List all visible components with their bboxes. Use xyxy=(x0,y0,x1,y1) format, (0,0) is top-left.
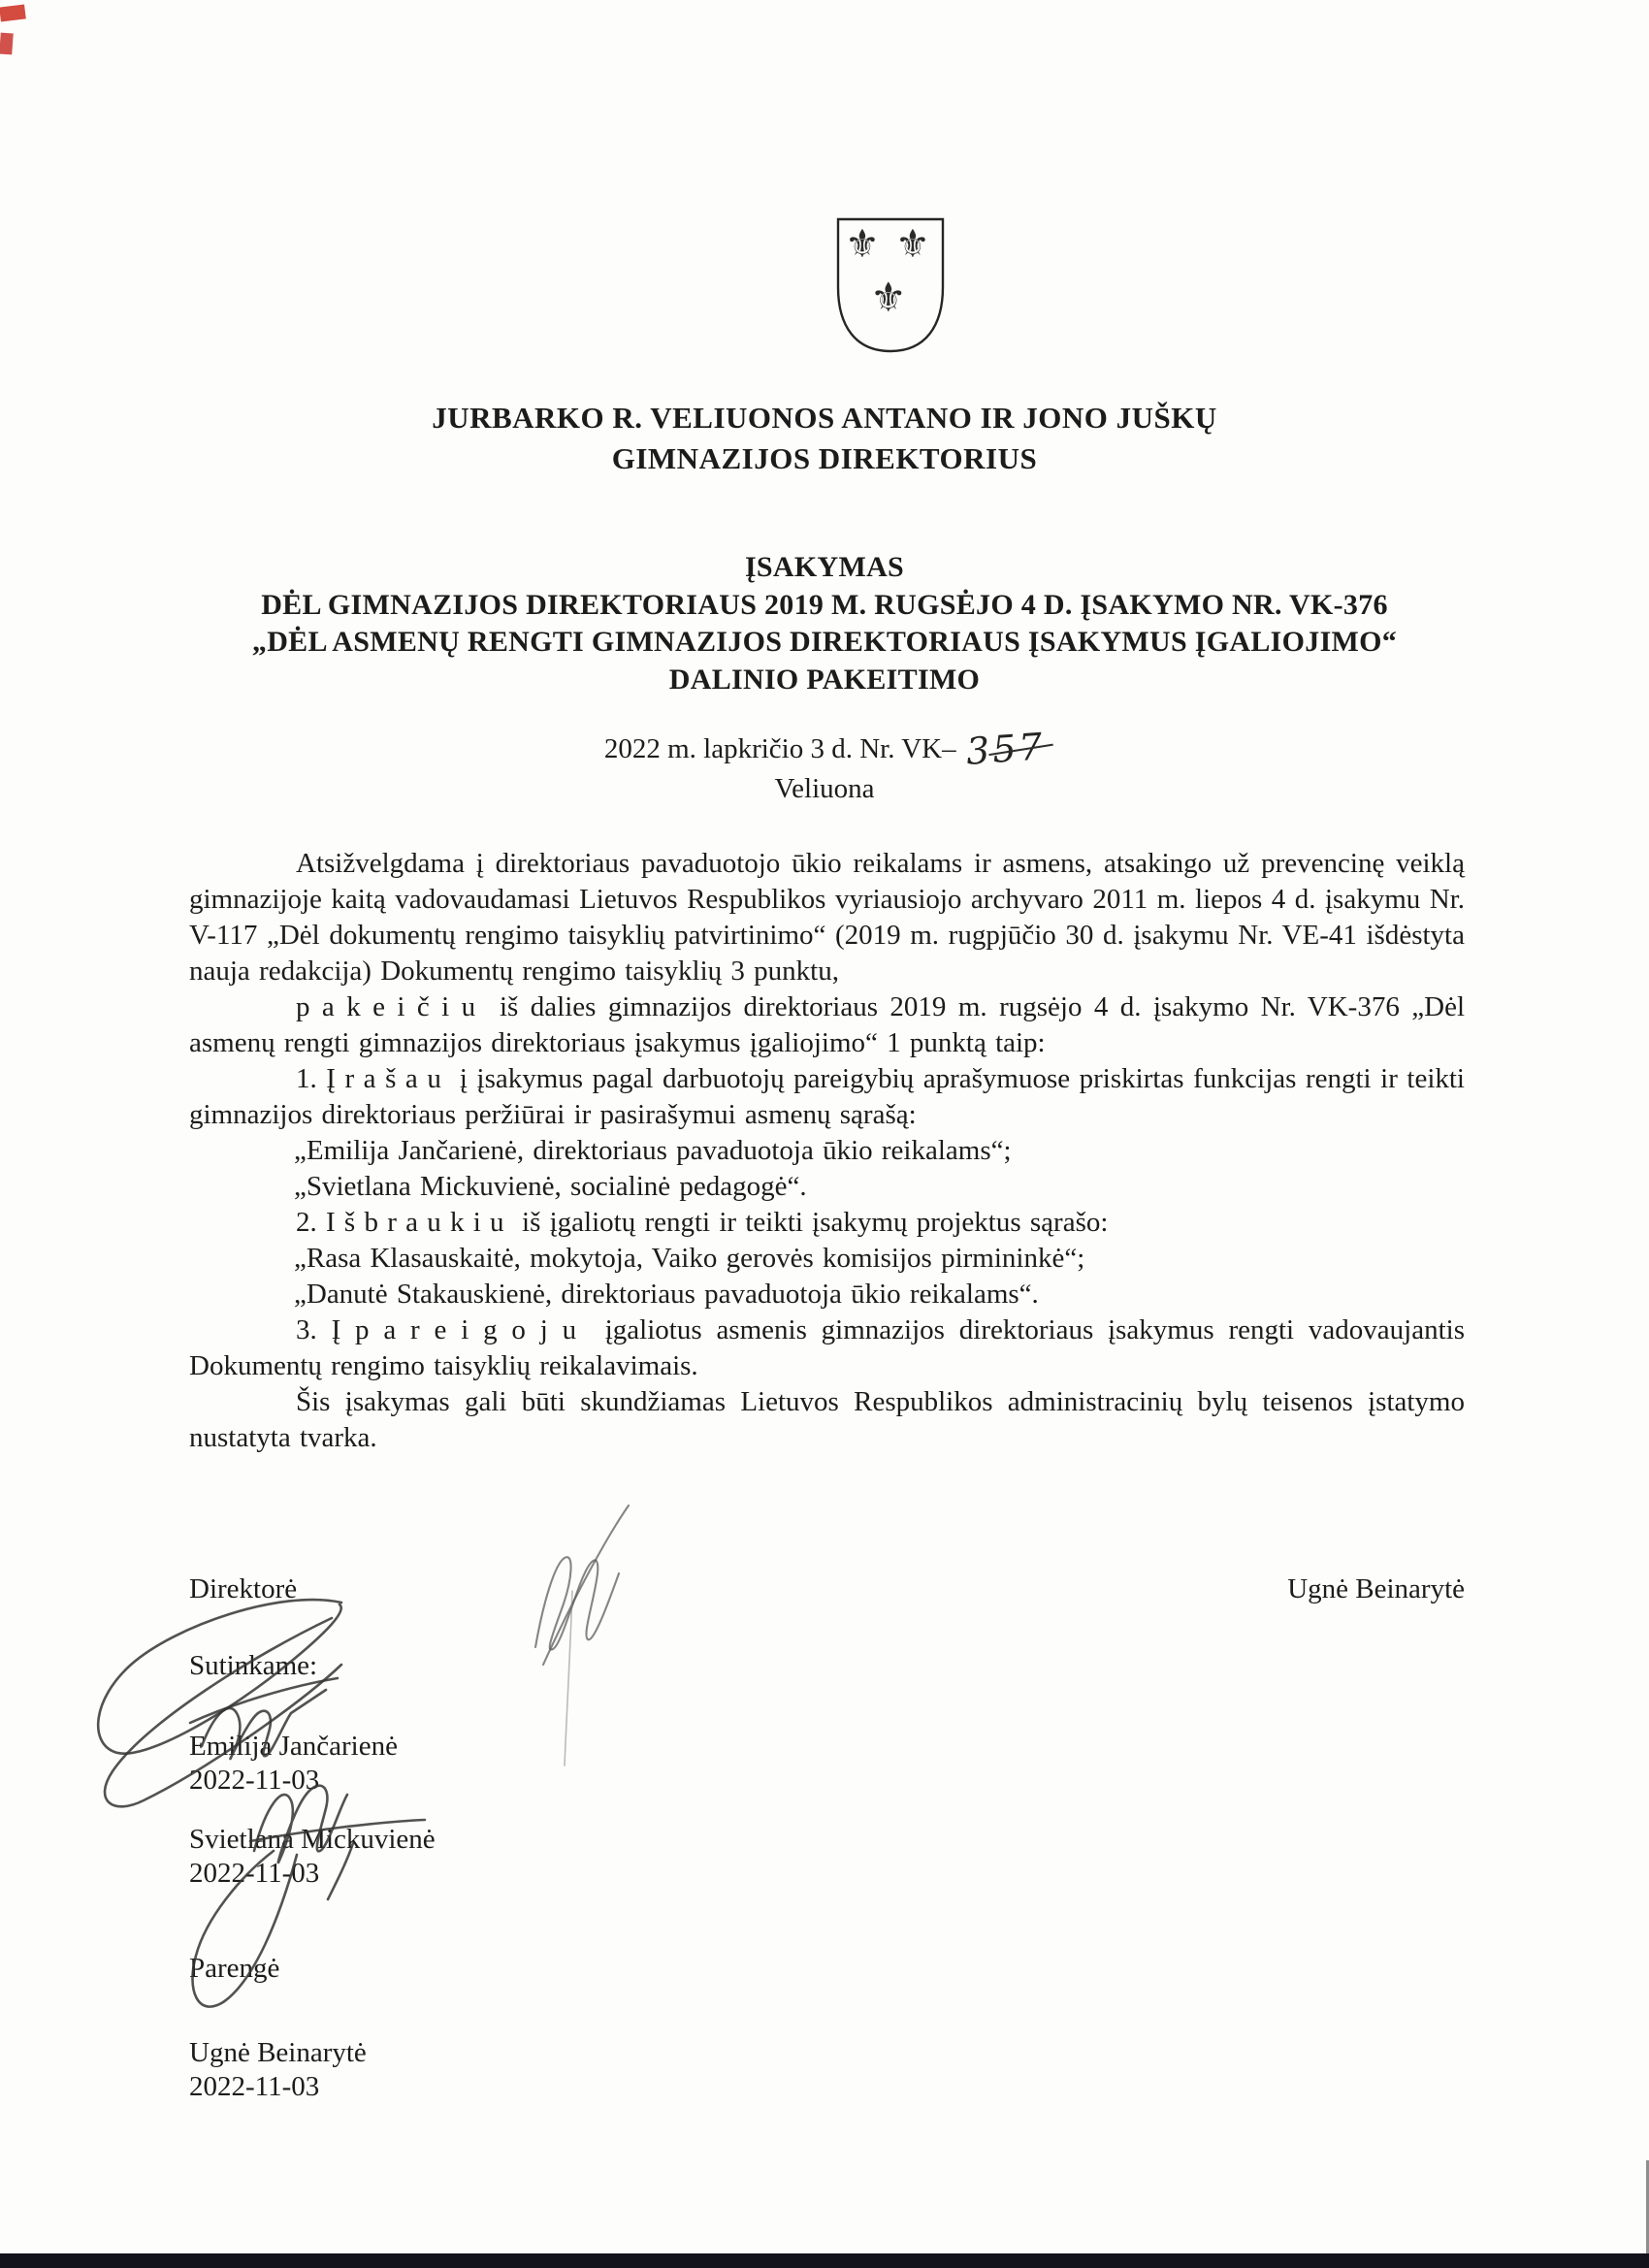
prepared-date: 2022-11-03 xyxy=(189,2071,320,2102)
list-item: „Danutė Stakauskienė, direktoriaus pavaduotoja ūkio reikalams“. xyxy=(294,1279,1039,1310)
fleur-de-lis-icon: ⚜ xyxy=(870,274,907,321)
body-paragraph: Šis įsakymas gali būti skundžiamas Lietuvos Respublikos administracinių bylų teisenos įstatymo nustatyta tvarka. xyxy=(189,1386,1474,1453)
fleur-de-lis-icon: ⚜ xyxy=(845,222,880,267)
director-signature-row xyxy=(189,1573,1465,1605)
list-item: „Rasa Klasauskaitė, mokytoja, Vaiko gerovės komisijos pirmininkė“; xyxy=(294,1243,1085,1274)
organization-name-line1: JURBARKO R. VELIUONOS ANTANO IR JONO JUŠKŲ xyxy=(432,401,1217,435)
agree-date-1: 2022-11-03 xyxy=(189,1765,320,1796)
organization-header xyxy=(0,398,1649,479)
director-handwritten-signature xyxy=(535,1506,629,1766)
director-label: Direktorė xyxy=(189,1573,298,1604)
handwritten-order-number: 357 xyxy=(964,725,1047,773)
body-paragraph: 2. I š b r a u k i u iš įgaliotų rengti ir teikti įsakymų projektus sąrašo: xyxy=(296,1207,1109,1238)
prepared-name: Ugnė Beinarytė xyxy=(189,2037,367,2068)
scan-artifact-red-mark xyxy=(0,4,26,21)
agreement-block xyxy=(189,1649,436,1891)
scan-artifact-red-mark xyxy=(0,33,14,55)
body-paragraph: Atsižvelgdama į direktoriaus pavaduotojo ūkio reikalams ir asmens, atsakingo už prevencinę veiklą gimnazijoje kaitą vadovaudamasi Lietuvos Respublikos vyriausiojo archyvaro 2011 m. liepos 4 d. įsakymu Nr. V-117 „Dėl dokumentų rengimo taisyklių patvirtinimo“ (2019 m. rugpjūčio 30 d. įsakymu Nr. VE-41 išdėstyta nauja redakcija) Dokumentų rengimo taisyklių 3 punktu, xyxy=(189,848,1474,987)
agree-name-2: Svietlana Mickuvienė xyxy=(189,1824,436,1855)
date-line xyxy=(0,725,1649,773)
director-name: Ugnė Beinarytė xyxy=(1287,1573,1465,1604)
document-title xyxy=(0,549,1649,698)
prepared-label: Parengė xyxy=(189,1953,280,1984)
place-name: Veliuona xyxy=(774,773,875,804)
title-line2: DĖL GIMNAZIJOS DIREKTORIAUS 2019 M. RUGSĖJO 4 D. ĮSAKYMO NR. VK-376 xyxy=(261,588,1388,621)
agree-date-2: 2022-11-03 xyxy=(189,1858,320,1889)
title-kind: ĮSAKYMAS xyxy=(744,551,905,583)
body-paragraph: p a k e i č i u iš dalies gimnazijos direktoriaus 2019 m. rugsėjo 4 d. įsakymo Nr. VK-376 „Dėl asmenų rengti gimnazijos direktoriaus įsakymus įgaliojimo“ 1 punktą taip: xyxy=(189,991,1474,1058)
agree-label: Sutinkame: xyxy=(189,1650,318,1681)
prepared-by-block xyxy=(189,1952,367,2104)
scan-artifact-bottom-bar xyxy=(0,2253,1649,2268)
document-body xyxy=(189,846,1474,1456)
list-item: „Emilija Jančarienė, direktoriaus pavaduotoja ūkio reikalams“; xyxy=(294,1135,1012,1166)
coat-of-arms xyxy=(836,217,945,353)
date-and-place-block xyxy=(0,725,1649,809)
agree-name-1: Emilija Jančarienė xyxy=(189,1731,398,1762)
date-text: 2022 m. lapkričio 3 d. Nr. VK– xyxy=(603,733,956,764)
list-item: „Svietlana Mickuvienė, socialinė pedagogė“. xyxy=(294,1171,807,1202)
fleur-de-lis-icon: ⚜ xyxy=(895,222,930,267)
body-paragraph: 3. Į p a r e i g o j u įgaliotus asmenis gimnazijos direktoriaus įsakymus rengti vadovaujantis Dokumentų rengimo taisyklių reikalavimais. xyxy=(189,1314,1474,1381)
title-line3: „DĖL ASMENŲ RENGTI GIMNAZIJOS DIREKTORIAUS ĮSAKYMUS ĮGALIOJIMO“ xyxy=(251,626,1398,658)
title-line4: DALINIO PAKEITIMO xyxy=(668,663,981,696)
organization-name-line2: GIMNAZIJOS DIREKTORIUS xyxy=(611,441,1038,475)
body-paragraph: 1. Į r a š a u į įsakymus pagal darbuotojų pareigybių aprašymuose priskirtas funkcijas rengti ir teikti gimnazijos direktoriaus peržiūrai ir pasirašymui asmenų sąrašą: xyxy=(189,1063,1474,1130)
